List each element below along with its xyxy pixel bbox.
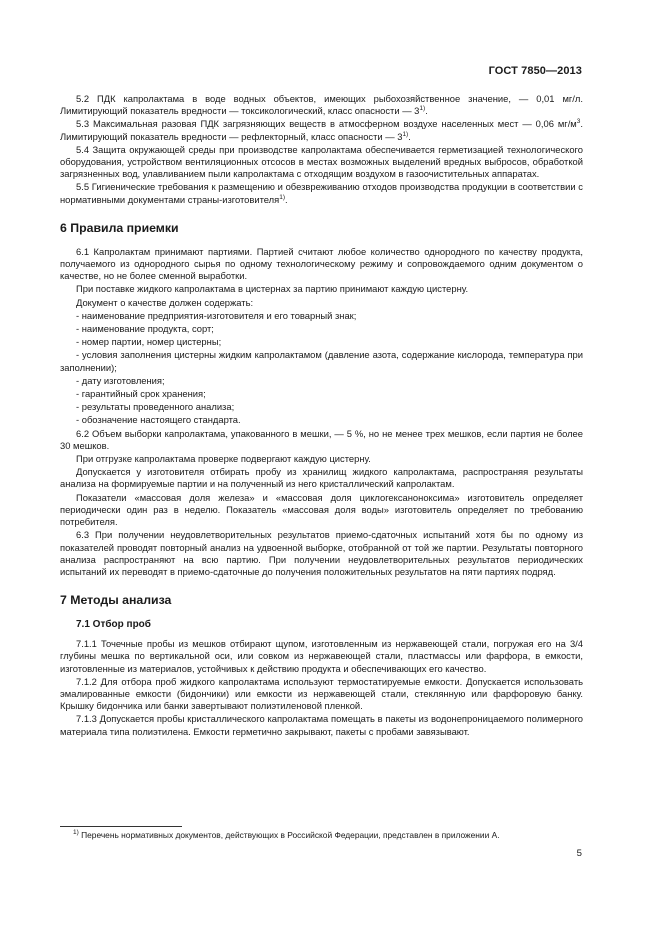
paragraph-7-1-2: 7.1.2 Для отбора проб жидкого капролактама используют термостатируемые емкости. Допускается использовать эмалированные емкости (бидончики) или емкости из нержавеющей стали, стеклянную или фарфоровую банку. Крышку бидончика или банки завертывают полиэтиленовой пленкой.	[60, 675, 583, 712]
paragraph-5-2: 5.2 ПДК капролактама в воде водных объектов, имеющих рыбохозяйственное значение, — 0,01 мг/л. Лимитирующий показатель вредности — токсикологический, класс опасности — 3$^{1)}$.	[60, 93, 583, 117]
list-item: - обозначение настоящего стандарта.	[76, 414, 241, 426]
footnote-ref[interactable]: 1)	[279, 193, 286, 201]
subsection-7-1-heading: 7.1 Отбор проб	[76, 619, 151, 631]
paragraph-6-3: 6.3 При получении неудовлетворительных результатов приемо-сдаточных испытаний хотя бы по одному из показателей проводят повторный анализ на удвоенной выборке, отобранной от той же партии. Результаты повторного анализа распространяют на всю партию. При получении неудовлетворительных результатов периодических испытаний их переводят в приемо-сдаточные до получения положительных результатов на пяти партиях подряд.	[60, 529, 583, 577]
footnote-ref[interactable]: 1)	[419, 105, 426, 113]
paragraph-7-1-3: 7.1.3 Допускается пробы кристаллического капролактама помещать в пакеты из водонепроницаемого полимерного материала типа полиэтилена. Емкости герметично закрывают, пакеты с пробами завязывают.	[60, 713, 583, 737]
page-number: 5	[576, 848, 582, 859]
paragraph-6-1: 6.1 Капролактам принимают партиями. Партией считают любое количество однородного по качеству продукта, получаемого из однородного сырья по одному технологическому режиму и сопровождаемого одним документом о качестве, но не более сменной выработки.	[60, 245, 583, 282]
paragraph-indicators: Показатели «массовая доля железа» и «массовая доля циклогексаноноксима» изготовитель определяет периодически один раз в неделю. Показатель «массовая доля воды» изготовитель определяет по требованию потребителя.	[60, 491, 583, 528]
footnote-text: Перечень нормативных документов, действующих в Российской Федерации, представлен в приложении А.	[81, 830, 500, 840]
paragraph-7-1-1: 7.1.1 Точечные пробы из мешков отбирают щупом, изготовленным из нержавеющей стали, погружая его на 3/4 глубины мешка по вертикальной оси, или совком из нержавеющей стали, пластмассы или фарфора, в емкости, изготовленные из материалов, устойчивых к действию продукта и обеспечивающих его качество.	[60, 638, 583, 674]
list-item: - наименование предприятия-изготовителя и его товарный знак;	[76, 309, 357, 321]
list-item: - наименование продукта, сорт;	[76, 323, 214, 335]
paragraph-tanks: При поставке жидкого капролактама в цистернах за партию принимают каждую цистерну.	[76, 283, 469, 295]
list-item: - дату изготовления;	[76, 374, 165, 386]
list-item: - номер партии, номер цистерны;	[76, 336, 222, 348]
footnote-marker: 1)	[73, 829, 79, 836]
paragraph-5-4: 5.4 Защита окружающей среды при производстве капролактама обеспечивается герметизацией технологического оборудования, устройством вентиляционных отсосов в местах возможных выделений вредных выбросов, обработкой загрязненных вод, улавливанием пыли капролактама с отходящим воздухом в газоочистительных аппаратах.	[60, 143, 583, 180]
paragraph-sampling-allowed: Допускается у изготовителя отбирать пробу из хранилищ жидкого капролактама, распространяя результаты анализа на формируемые партии и на полученный из него кристаллический капролактам.	[60, 466, 583, 490]
document-code: ГОСТ 7850—2013	[488, 65, 582, 77]
paragraph-6-2: 6.2 Объем выборки капролактама, упакованного в мешки, — 5 %, но не менее трех мешков, если партия не более 30 мешков.	[60, 427, 583, 451]
list-item: - условия заполнения цистерны жидким капролактамом (давление азота, содержание кислорода, температура при заполнении);	[60, 349, 583, 373]
section-7-heading: 7 Методы анализа	[60, 593, 172, 608]
paragraph-5-5: 5.5 Гигиенические требования к размещению и обезвреживанию отходов производства продукции в соответствии с нормативными документами страны-изготовителя$^{1)}$.	[60, 181, 583, 205]
section-6-heading: 6 Правила приемки	[60, 220, 179, 235]
paragraph-quality-doc: Документ о качестве должен содержать:	[76, 296, 254, 308]
paragraph-5-3: 5.3 Максимальная разовая ПДК загрязняющих веществ в атмосферном воздухе населенных мест — 0,06 $мг/м^3$. Лимитирующий показатель вредности — рефлекторный, класс опасности — 3$^{1)}$.	[60, 118, 583, 142]
footnote	[73, 830, 585, 841]
page-content	[60, 93, 583, 739]
list-item: - гарантийный срок хранения;	[76, 388, 206, 400]
footnote-ref[interactable]: 1)	[402, 130, 409, 138]
paragraph-shipping: При отгрузке капролактама проверке подвергают каждую цистерну.	[76, 453, 371, 465]
list-item: - результаты проведенного анализа;	[76, 401, 235, 413]
footnote-divider	[60, 826, 182, 827]
